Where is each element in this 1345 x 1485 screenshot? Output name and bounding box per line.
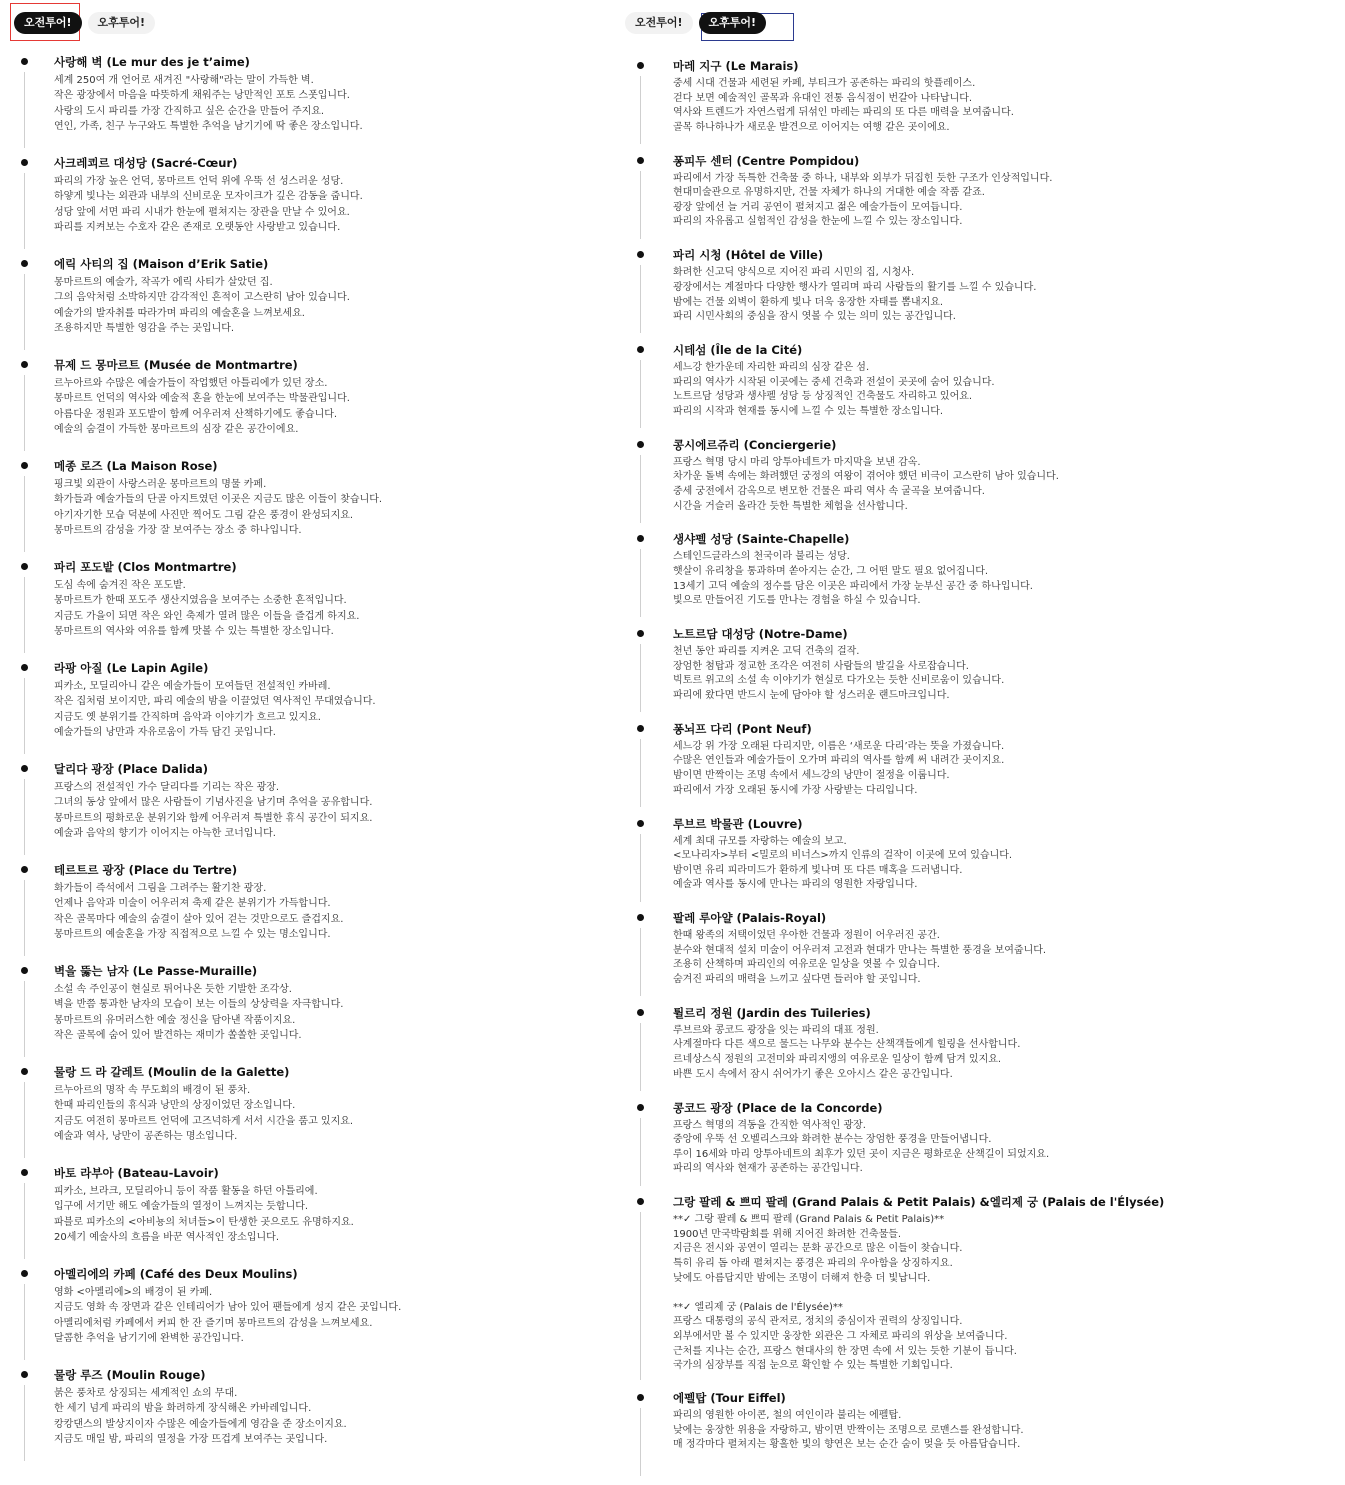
timeline-dot-icon (637, 1394, 644, 1401)
timeline-dot-icon (637, 62, 644, 69)
place-title: 벽을 뚫는 남자 (Le Passe-Muraille) (54, 964, 258, 978)
timeline-rail (24, 880, 25, 956)
description-line: 지금도 가을이 되면 작은 와인 축제가 열려 많은 이들을 즐겁게 하지요. (54, 610, 360, 622)
timeline-dot-icon (21, 462, 28, 469)
description-spacer (673, 1286, 1335, 1301)
description-line: 밤에는 건물 외벽이 환하게 빛나 더욱 웅장한 자태를 뽐내지요. (673, 296, 944, 308)
description-line: 붉은 풍차로 상징되는 세계적인 쇼의 무대. (54, 1388, 238, 1399)
description-line: 몽마르트의 예술가, 작곡가 에릭 사티가 살았던 집. (54, 277, 273, 288)
timeline-dot-icon (21, 866, 28, 873)
description-line: 파블로 피카소의 <아비뇽의 처녀들>이 탄생한 곳으로도 유명하지요. (54, 1216, 354, 1228)
description-line: 연인, 가족, 친구 누구와도 특별한 추억을 남기기에 딱 좋은 장소입니다. (54, 120, 363, 132)
description-line: 세계 최대 규모를 자랑하는 예술의 보고. (673, 835, 847, 847)
timeline-dot-icon (637, 1104, 644, 1111)
tour-tabs (625, 12, 766, 34)
description-line: 작은 골목에 숨어 있어 발견하는 재미가 쏠쏠한 곳입니다. (54, 1029, 302, 1041)
timeline-item (615, 247, 1345, 342)
description-line: 루이 16세와 마리 앙투아네트의 최후가 있던 곳이 지금은 평화로운 산책길이 되었지요. (673, 1148, 1050, 1160)
timeline-rail (640, 455, 641, 523)
description-line: 핑크빛 외관이 사랑스러운 몽마르트의 명물 카페. (54, 479, 267, 490)
timeline-rail (24, 981, 25, 1057)
timeline-dot-icon (637, 535, 644, 542)
description-line: 천년 동안 파리를 지켜온 고딕 건축의 걸작. (673, 646, 860, 658)
timeline-item (615, 1100, 1345, 1195)
description-line: 파리의 자유롭고 실험적인 감성을 한눈에 느낄 수 있는 장소입니다. (673, 216, 963, 228)
description-line: 파리의 역사가 시작된 이곳에는 중세 건축과 전설이 곳곳에 숨어 있습니다. (673, 376, 995, 388)
timeline-dot-icon (637, 820, 644, 827)
description-line: 몽마르트의 예술혼을 가장 직접적으로 느낄 수 있는 명소입니다. (54, 928, 331, 940)
description-line: 밤이면 반짝이는 조명 속에서 세느강의 낭만이 절정을 이룹니다. (673, 770, 950, 781)
timeline-rail (640, 739, 641, 807)
description-line: 캉캉댄스의 발상지이자 수많은 예술가들에게 영감을 준 장소이지요. (54, 1418, 347, 1430)
timeline-item-body (673, 342, 1335, 419)
description-line: 세계 250여 개 언어로 새겨진 "사랑해"라는 말이 가득한 벽. (54, 75, 314, 86)
timeline-item (615, 626, 1345, 721)
timeline-dot-icon (637, 630, 644, 637)
description-line: 골목 하나하나가 새로운 발견으로 이어지는 여행 같은 곳이에요. (673, 121, 950, 133)
place-title: 팔레 루아얄 (Palais-Royal) (673, 911, 827, 926)
place-description (673, 266, 1335, 324)
tab-afternoon-tour[interactable]: 오후투어! (88, 12, 156, 34)
timeline-rail (640, 928, 641, 996)
timeline-dot-icon (637, 1198, 644, 1205)
description-line: 광장 앞에선 늘 거리 공연이 펼쳐지고 젊은 예술가들이 모여듭니다. (673, 201, 963, 213)
description-line: 화가들과 예술가들의 단골 아지트였던 이곳은 지금도 많은 이들이 찾습니다. (54, 494, 383, 506)
place-title: 테르트르 광장 (Place du Tertre) (54, 863, 238, 877)
description-line: 화가들이 즉석에서 그림을 그려주는 활기찬 광장. (54, 883, 267, 894)
description-line: 프랑스 혁명의 격동을 간직한 역사적인 광장. (673, 1119, 866, 1131)
place-description (54, 1285, 590, 1346)
description-line: 광장에서는 계절마다 다양한 행사가 열리며 파리 사람들의 활기를 느낄 수 있습니다. (673, 281, 1037, 293)
description-line: 파리의 가장 높은 언덕, 몽마르트 언덕 위에 우뚝 선 성스러운 성당. (54, 176, 344, 187)
description-line: 빛으로 만들어진 기도를 만나는 경험을 하실 수 있습니다. (673, 595, 921, 607)
timeline-rail (24, 375, 25, 451)
description-line: 지금도 매일 밤, 파리의 열정을 가장 뜨겁게 보여주는 곳입니다. (54, 1433, 328, 1445)
description-line: 외부에서만 볼 수 있지만 웅장한 외관은 그 자체로 파리의 위상을 보여줍니다. (673, 1331, 1008, 1342)
tab-morning-tour[interactable]: 오전투어! (14, 12, 82, 34)
place-description (673, 77, 1335, 135)
timeline-item-body (54, 1367, 590, 1447)
description-line: 예술과 음악의 향기가 이어지는 아늑한 코너입니다. (54, 827, 276, 839)
description-line: 밤이면 유리 피라미드가 환하게 빛나며 또 다른 매혹을 드러냅니다. (673, 864, 963, 876)
timeline-rail (24, 72, 25, 148)
description-line: 파리의 역사와 현재가 공존하는 공간입니다. (673, 1163, 863, 1175)
timeline-dot-icon (21, 1371, 28, 1378)
description-line: **✓ 엘리제 궁 (Palais de l'Élysée)** (673, 1301, 843, 1313)
place-title: 콩코드 광장 (Place de la Concorde) (673, 1100, 883, 1115)
description-line: 벽을 반쯤 통과한 남자의 모습이 보는 이들의 상상력을 자극합니다. (54, 999, 344, 1011)
timeline-item (0, 54, 600, 155)
timeline-rail (640, 834, 641, 902)
description-line: 장엄한 첨탑과 정교한 조각은 여전히 사람들의 발길을 사로잡습니다. (673, 660, 969, 672)
timeline-rail (24, 1183, 25, 1259)
description-line: 몽마르트의 유머러스한 예술 정신을 담아낸 작품이지요. (54, 1014, 296, 1026)
timeline-dot-icon (21, 1270, 28, 1277)
timeline-dot-icon (637, 1009, 644, 1016)
timeline-item-body (54, 458, 590, 538)
description-line: 피카소, 브라크, 모딜리아니 등이 작품 활동을 하던 아틀리에. (54, 1186, 318, 1197)
description-line: 20세기 예술사의 흐름을 바꾼 역사적인 장소입니다. (54, 1231, 279, 1243)
place-title: 퐁뇌프 다리 (Pont Neuf) (673, 721, 812, 736)
description-line: 한때 파리인들의 휴식과 낭만의 상징이었던 장소입니다. (54, 1100, 296, 1112)
timeline-item-body (54, 155, 590, 235)
description-line: 파리에서 가장 오래된 동시에 가장 사랑받는 다리입니다. (673, 784, 918, 796)
place-description (54, 376, 590, 437)
description-line: 파리의 시작과 현재를 동시에 느낄 수 있는 특별한 장소입니다. (673, 405, 944, 417)
place-description (673, 361, 1335, 419)
description-line: 르누아르와 수많은 예술가들이 작업했던 아틀리에가 있던 장소. (54, 378, 328, 389)
description-line: 그의 음악처럼 소박하지만 감각적인 흔적이 고스란히 남아 있습니다. (54, 292, 350, 304)
timeline-item-body (54, 761, 590, 841)
timeline-item-body (673, 626, 1335, 703)
tab-morning-tour[interactable]: 오전투어! (625, 12, 693, 34)
description-line: 역사와 트렌드가 자연스럽게 뒤섞인 마레는 파리의 또 다른 매력을 보여줍니다. (673, 107, 1014, 119)
description-line: 예술가들의 낭만과 자유로움이 가득 담긴 곳입니다. (54, 726, 276, 738)
description-line: 13세기 고딕 예술의 정수를 담은 이곳은 파리에서 가장 눈부신 공간 중 하나입니다. (673, 580, 1033, 592)
place-description (673, 740, 1335, 798)
description-line: 특히 유리 돔 아래 펼쳐지는 풍경은 파리의 우아함을 상징하지요. (673, 1258, 953, 1270)
description-line: 햇살이 유리창을 통과하며 쏟아지는 순간, 그 어떤 말도 필요 없어집니다. (673, 566, 989, 578)
place-description (54, 477, 590, 538)
place-description (54, 1184, 590, 1245)
description-line: 수많은 연인들과 예술가들이 오가며 파리의 역사를 함께 써 내려간 곳이지요. (673, 755, 1005, 767)
timeline-rail (640, 265, 641, 333)
place-title: 사크레쾨르 대성당 (Sacré-Cœur) (54, 156, 238, 170)
timeline-dot-icon (21, 159, 28, 166)
description-line: 세느강 위 가장 오래된 다리지만, 이름은 ‘새로운 다리’라는 뜻을 가졌습니다. (673, 740, 1005, 752)
timeline-item (615, 531, 1345, 626)
timeline-rail (24, 1082, 25, 1158)
description-line: 국가의 심장부를 직접 눈으로 확인할 수 있는 특별한 기회입니다. (673, 1360, 953, 1372)
description-line: 예술가의 발자취를 따라가며 파리의 예술혼을 느껴보세요. (54, 307, 305, 319)
place-description (54, 780, 590, 841)
place-title: 파리 시청 (Hôtel de Ville) (673, 248, 824, 263)
description-line: 파리에 왔다면 반드시 눈에 담아야 할 성스러운 랜드마크입니다. (673, 689, 950, 701)
description-line: 근처를 지나는 순간, 프랑스 현대사의 한 장면 속에 서 있는 듯한 기분이 듭니다. (673, 1345, 1017, 1357)
place-description (54, 881, 590, 942)
place-description (54, 1083, 590, 1144)
description-line: 아멜리에처럼 카페에서 커피 한 잔 즐기며 몽마르트의 감성을 느껴보세요. (54, 1317, 373, 1329)
description-line: 중세 궁전에서 감옥으로 변모한 건물은 파리 역사 속 굴곡을 보여줍니다. (673, 485, 985, 497)
timeline-rail (24, 476, 25, 552)
description-line: 하얗게 빛나는 외관과 내부의 신비로운 모자이크가 깊은 감동을 줍니다. (54, 191, 363, 203)
timeline-item-body (673, 1390, 1335, 1453)
place-title: 노트르담 대성당 (Notre-Dame) (673, 627, 848, 642)
description-line: 한 세기 넘게 파리의 밤을 화려하게 장식해온 카바레입니다. (54, 1403, 312, 1415)
place-description (54, 578, 590, 639)
description-line: 지금은 전시와 공연이 열리는 문화 공간으로 많은 이들이 찾습니다. (673, 1243, 963, 1255)
timeline-rail (24, 1385, 25, 1461)
timeline-item (0, 357, 600, 458)
description-line: 몽마르트 언덕의 역사와 예술적 혼을 한눈에 보여주는 박물관입니다. (54, 393, 350, 405)
timeline-item-body (673, 910, 1335, 987)
description-line: 소설 속 주인공이 현실로 튀어나온 듯한 기발한 조각상. (54, 984, 292, 995)
place-title: 콩시에르쥬리 (Conciergerie) (673, 437, 837, 452)
description-line: 중세 시대 건물과 세련된 카페, 부티크가 공존하는 파리의 핫플레이스. (673, 78, 976, 89)
description-line: 달콤한 추억을 남기기에 완벽한 공간입니다. (54, 1332, 244, 1344)
timeline-item (0, 1266, 600, 1367)
timeline-item (615, 58, 1345, 153)
description-line: 작은 집처럼 보이지만, 파리 예술의 밤을 이끌었던 역사적인 무대였습니다. (54, 696, 376, 708)
timeline-dot-icon (637, 157, 644, 164)
place-description (673, 1119, 1335, 1177)
place-title: 파리 포도밭 (Clos Montmartre) (54, 560, 237, 574)
place-description (54, 275, 590, 336)
place-title: 퐁피두 센터 (Centre Pompidou) (673, 153, 860, 168)
timeline-item-body (54, 357, 590, 437)
description-line: 그녀의 동상 앞에서 많은 사람들이 기념사진을 남기며 추억을 공유합니다. (54, 797, 373, 809)
description-line: 파리를 지켜보는 수호자 같은 존재로 오랫동안 사랑받고 있습니다. (54, 221, 341, 233)
description-line: 조용히 산책하며 파리인의 여유로운 일상을 엿볼 수 있습니다. (673, 959, 940, 971)
description-line: 프랑스의 전설적인 가수 달리다를 기리는 작은 광장. (54, 782, 280, 793)
timeline-item-body (54, 660, 590, 740)
place-description (673, 1024, 1335, 1082)
description-line: 사랑의 도시 파리를 가장 간직하고 싶은 순간을 만들어 주지요. (54, 105, 325, 117)
place-description (673, 172, 1335, 230)
description-line: <모나리자>부터 <밀로의 비너스>까지 인류의 걸작이 이곳에 모여 있습니다. (673, 850, 1013, 862)
description-line: 파리의 영원한 아이콘, 철의 여인이라 불리는 에펠탑. (673, 1410, 902, 1422)
timeline-item (615, 910, 1345, 1005)
place-title: 바토 라부아 (Bateau-Lavoir) (54, 1166, 219, 1180)
timeline-dot-icon (637, 725, 644, 732)
description-line: 지금도 영화 속 장면과 같은 인테리어가 남아 있어 팬들에게 성지 같은 곳입니다. (54, 1302, 402, 1314)
description-line: 중앙에 우뚝 선 오벨리스크와 화려한 분수는 장엄한 풍경을 만들어냅니다. (673, 1134, 992, 1146)
timeline-item (615, 816, 1345, 911)
timeline-item-body (54, 54, 590, 134)
timeline (615, 58, 1345, 1485)
timeline-item (0, 1064, 600, 1165)
description-line: 빅토르 위고의 소설 속 이야기가 현실로 다가오는 듯한 신비로움이 있습니다. (673, 675, 1005, 687)
morning-tour-panel (0, 0, 600, 1456)
description-line: 아름다운 정원과 포도밭이 함께 어우러져 산책하기에도 좋습니다. (54, 408, 338, 420)
place-description (54, 982, 590, 1043)
place-description (673, 1409, 1335, 1453)
timeline-item-body (673, 1100, 1335, 1177)
description-line: 프랑스 혁명 당시 마리 앙투아네트가 마지막을 보낸 감옥. (673, 456, 921, 468)
afternoon-tour-panel (615, 0, 1345, 1456)
timeline-rail (640, 1212, 641, 1380)
timeline-rail (640, 360, 641, 428)
description-line: 화려한 신고딕 양식으로 지어진 파리 시민의 집, 시청사. (673, 267, 915, 279)
description-line: 숨겨진 파리의 매력을 느끼고 싶다면 들러야 할 곳입니다. (673, 973, 921, 985)
timeline-dot-icon (21, 260, 28, 267)
description-line: 걷다 보면 예술적인 골목과 유대인 전통 음식점이 번갈아 나타납니다. (673, 92, 973, 104)
timeline-item-body (673, 153, 1335, 230)
description-line: 시간을 거슬러 올라간 듯한 특별한 체험을 선사합니다. (673, 500, 908, 512)
timeline-item (0, 660, 600, 761)
place-title: 생샤펠 성당 (Sainte-Chapelle) (673, 532, 850, 547)
description-line: 매 정각마다 펼쳐지는 황홀한 빛의 향연은 보는 순간 숨이 멎을 듯 아름답습니다. (673, 1439, 1021, 1451)
timeline-item-body (54, 963, 590, 1043)
place-title: 뮤제 드 몽마르트 (Musée de Montmartre) (54, 358, 298, 372)
timeline-item (615, 437, 1345, 532)
description-line: 분수와 현대적 설치 미술이 어우러져 고전과 현대가 만나는 특별한 풍경을 보여줍니다. (673, 944, 1047, 956)
description-line: 스테인드글라스의 천국이라 불리는 성당. (673, 551, 850, 563)
timeline-item (0, 963, 600, 1064)
place-description (673, 1213, 1335, 1374)
timeline-item-body (673, 58, 1335, 135)
tab-afternoon-tour[interactable]: 오후투어! (699, 12, 767, 34)
description-line: 파리 시민사회의 중심을 잠시 엿볼 수 있는 의미 있는 공간입니다. (673, 311, 956, 323)
timeline-rail (640, 171, 641, 239)
place-title: 루브르 박물관 (Louvre) (673, 816, 803, 831)
description-line: 언제나 음악과 미술이 어우러져 축제 같은 분위기가 가득합니다. (54, 898, 331, 910)
place-description (54, 679, 590, 740)
timeline-rail (640, 1408, 641, 1476)
place-description (54, 73, 590, 134)
description-line: 예술과 역사를 동시에 만나는 파리의 영원한 자랑입니다. (673, 879, 918, 891)
description-line: 피카소, 모딜리아니 같은 예술가들이 모여들던 전설적인 카바레. (54, 681, 331, 692)
timeline-dot-icon (637, 346, 644, 353)
place-title: 에펠탑 (Tour Eiffel) (673, 1391, 786, 1406)
timeline-dot-icon (637, 914, 644, 921)
tour-tabs (14, 12, 155, 34)
description-line: 르네상스식 정원의 고전미와 파리지앵의 여유로운 일상이 함께 담겨 있지요. (673, 1054, 1002, 1066)
description-line: **✓ 그랑 팔레 & 쁘띠 팔레 (Grand Palais & Petit Palais)** (673, 1214, 945, 1226)
place-title: 물랑 루즈 (Moulin Rouge) (54, 1368, 206, 1382)
description-line: 지금도 옛 분위기를 간직하며 음악과 이야기가 흐르고 있지요. (54, 711, 321, 723)
timeline-dot-icon (21, 664, 28, 671)
timeline-item-body (54, 256, 590, 336)
description-line: 노트르담 성당과 생샤펠 성당 등 상징적인 건축물도 자리하고 있어요. (673, 391, 973, 403)
place-title: 사랑해 벽 (Le mur des je t’aime) (54, 55, 250, 69)
description-line: 아기자기한 모습 덕분에 사진만 찍어도 그림 같은 풍경이 완성되지요. (54, 509, 354, 521)
timeline (0, 54, 600, 1468)
timeline-dot-icon (21, 58, 28, 65)
timeline-dot-icon (21, 967, 28, 974)
timeline-item-body (673, 437, 1335, 514)
timeline-rail (640, 76, 641, 144)
timeline-item-body (54, 559, 590, 639)
place-title: 그랑 팔레 & 쁘띠 팔레 (Grand Palais & Petit Palais) &엘리제 궁 (Palais de l'Élysée) (673, 1195, 1165, 1210)
timeline-item-body (54, 1064, 590, 1144)
description-line: 작은 골목마다 예술의 숨결이 살아 있어 걷는 것만으로도 즐겁지요. (54, 913, 344, 925)
timeline-rail (640, 1118, 641, 1186)
timeline-item (0, 1165, 600, 1266)
timeline-rail (640, 549, 641, 617)
timeline-dot-icon (21, 1068, 28, 1075)
description-line: 영화 <아멜리에>의 배경이 된 카페. (54, 1287, 213, 1298)
timeline-dot-icon (21, 361, 28, 368)
place-title: 튈르리 정원 (Jardin des Tuileries) (673, 1005, 871, 1020)
timeline-rail (24, 274, 25, 350)
place-description (673, 550, 1335, 608)
place-title: 에릭 사티의 집 (Maison d’Erik Satie) (54, 257, 269, 271)
description-line: 현대미술관으로 유명하지만, 건물 자체가 하나의 거대한 예술 작품 같죠. (673, 187, 985, 199)
timeline-item-body (54, 862, 590, 942)
description-line: 입구에 서기만 해도 예술가들의 열정이 느껴지는 듯합니다. (54, 1201, 309, 1213)
description-line: 사계절마다 다른 색으로 물드는 나무와 분수는 산책객들에게 힐링을 선사합니다. (673, 1039, 1021, 1051)
place-title: 달리다 광장 (Place Dalida) (54, 762, 208, 776)
timeline-item (615, 153, 1345, 248)
timeline-item (0, 256, 600, 357)
timeline-rail (24, 779, 25, 855)
description-line: 예술의 숨결이 가득한 몽마르트의 심장 같은 공간이에요. (54, 423, 299, 435)
timeline-item (615, 1005, 1345, 1100)
place-title: 물랑 드 라 갈레트 (Moulin de la Galette) (54, 1065, 290, 1079)
description-line: 몽마르트의 평화로운 분위기와 함께 어우러져 특별한 휴식 공간이 되지요. (54, 812, 373, 824)
timeline-rail (640, 1023, 641, 1091)
place-description (673, 645, 1335, 703)
timeline-item (615, 1194, 1345, 1390)
description-line: 지금도 여전히 몽마르트 언덕에 고즈넉하게 서서 시간을 품고 있지요. (54, 1115, 354, 1127)
place-title: 마레 지구 (Le Marais) (673, 59, 799, 73)
description-line: 바쁜 도시 속에서 잠시 쉬어가기 좋은 오아시스 같은 공간입니다. (673, 1068, 953, 1080)
description-line: 도심 속에 숨겨진 작은 포도밭. (54, 580, 186, 591)
timeline-dot-icon (21, 765, 28, 772)
timeline-item-body (673, 247, 1335, 324)
timeline-item (0, 761, 600, 862)
description-line: 1900년 만국박람회를 위해 지어진 화려한 건축물들. (673, 1228, 902, 1240)
description-line: 루브르와 콩코드 광장을 잇는 파리의 대표 정원. (673, 1024, 879, 1036)
description-line: 작은 광장에서 마음을 따뜻하게 채워주는 낭만적인 포토 스폿입니다. (54, 90, 350, 102)
timeline-rail (24, 678, 25, 754)
timeline-rail (24, 1284, 25, 1360)
description-line: 성당 앞에 서면 파리 시내가 한눈에 펼쳐지는 장관을 만날 수 있어요. (54, 206, 350, 218)
place-title: 아멜리에의 카페 (Café des Deux Moulins) (54, 1267, 298, 1281)
timeline-dot-icon (637, 251, 644, 258)
description-line: 차가운 돌벽 속에는 화려했던 궁정의 여왕이 겪어야 했던 비극이 고스란히 남아 있습니다. (673, 471, 1059, 483)
timeline-rail (24, 173, 25, 249)
timeline-item (0, 458, 600, 559)
description-line: 낮에도 아름답지만 밤에는 조명이 더해져 한층 더 빛납니다. (673, 1272, 931, 1284)
timeline-item-body (673, 816, 1335, 893)
description-line: 예술과 역사, 낭만이 공존하는 명소입니다. (54, 1130, 238, 1142)
description-line: 한때 왕족의 저택이었던 우아한 건물과 정원이 어우러진 공간. (673, 930, 940, 942)
place-description (673, 929, 1335, 987)
timeline-rail (24, 577, 25, 653)
description-line: 파리에서 가장 독특한 건축물 중 하나, 내부와 외부가 뒤집힌 듯한 구조가 인상적입니다. (673, 172, 1053, 184)
timeline-item (0, 155, 600, 256)
timeline-item (615, 342, 1345, 437)
timeline-item (0, 559, 600, 660)
place-title: 라팡 아질 (Le Lapin Agile) (54, 661, 209, 675)
timeline-dot-icon (21, 563, 28, 570)
timeline-item (615, 1390, 1345, 1485)
description-line: 르누아르의 명작 속 무도회의 배경이 된 풍차. (54, 1085, 251, 1096)
timeline-item (0, 1367, 600, 1468)
place-title: 메종 로즈 (La Maison Rose) (54, 459, 218, 473)
timeline-item-body (673, 1194, 1335, 1374)
place-description (673, 456, 1335, 514)
description-line: 몽마르트의 역사와 여유를 함께 맛볼 수 있는 특별한 장소입니다. (54, 625, 334, 637)
timeline-item (0, 862, 600, 963)
description-line: 프랑스 대통령의 공식 관저로, 정치의 중심이자 권력의 상징입니다. (673, 1316, 963, 1328)
description-line: 세느강 한가운데 자리한 파리의 심장 같은 섬. (673, 362, 870, 374)
timeline-item-body (54, 1165, 590, 1245)
description-line: 조용하지만 특별한 영감을 주는 곳입니다. (54, 322, 235, 334)
timeline-item-body (673, 721, 1335, 798)
timeline-item-body (673, 531, 1335, 608)
description-line: 몽마르트가 한때 포도주 생산지였음을 보여주는 소중한 흔적입니다. (54, 595, 347, 607)
place-description (54, 1386, 590, 1447)
timeline-item-body (54, 1266, 590, 1346)
place-description (673, 835, 1335, 893)
description-line: 몽마르트의 감성을 가장 잘 보여주는 장소 중 하나입니다. (54, 524, 302, 536)
place-title: 시테섬 (Île de la Cité) (673, 343, 803, 358)
timeline-rail (640, 644, 641, 712)
timeline-item-body (673, 1005, 1335, 1082)
timeline-dot-icon (637, 441, 644, 448)
description-line: 낮에는 웅장한 위용을 자랑하고, 밤이면 반짝이는 조명으로 로맨스를 완성합니다. (673, 1424, 1024, 1436)
place-description (54, 174, 590, 235)
timeline-item (615, 721, 1345, 816)
timeline-dot-icon (21, 1169, 28, 1176)
